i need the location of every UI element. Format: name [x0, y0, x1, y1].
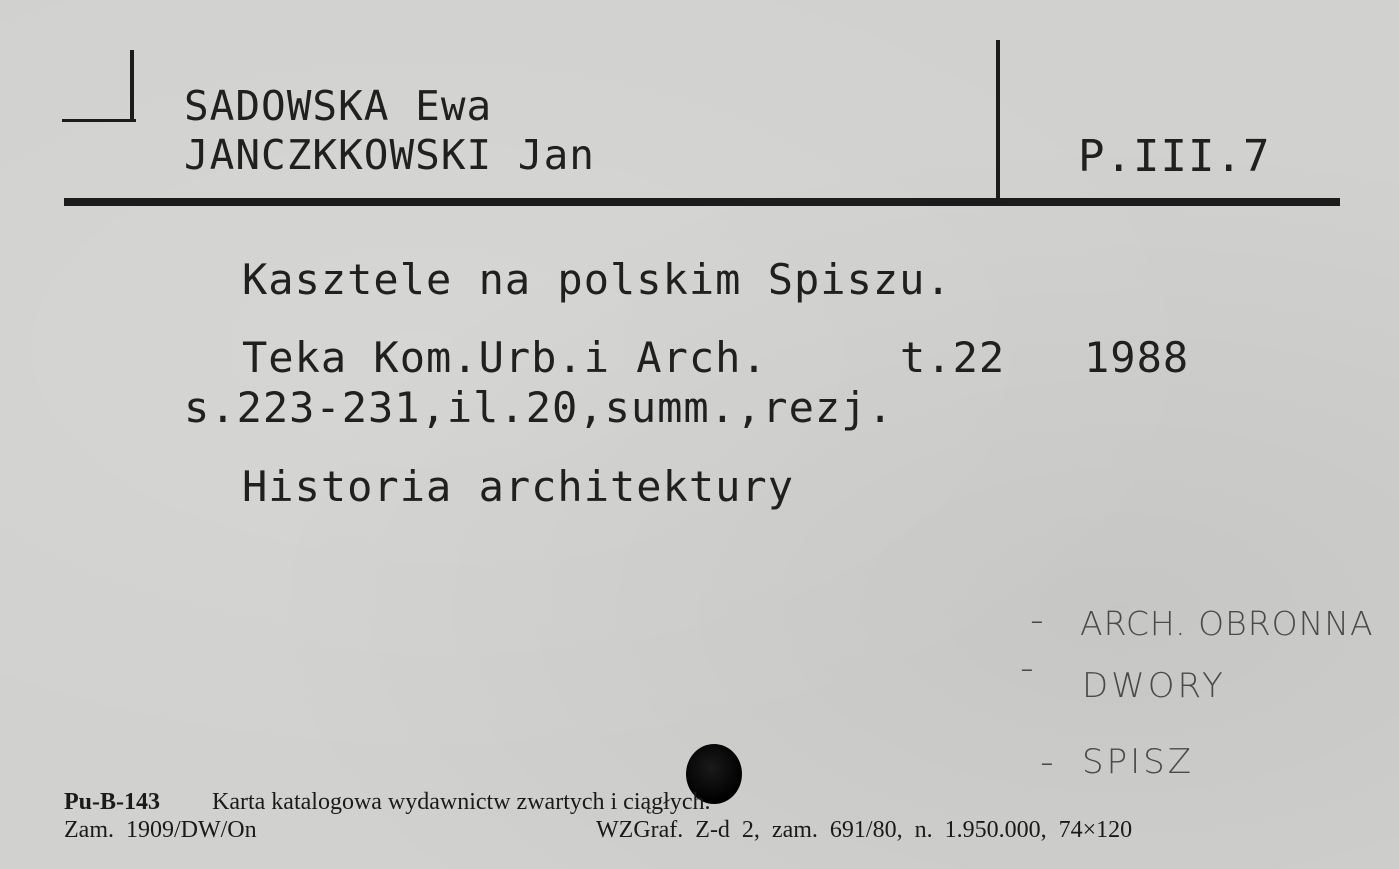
call-number: P.III.7 — [1078, 131, 1271, 182]
author-1: SADOWSKA Ewa — [184, 82, 493, 130]
entry-title: Kasztele na polskim Spiszu. — [242, 255, 952, 304]
corner-mark-vertical — [130, 50, 134, 120]
footer-form-title: Karta katalogowa wydawnictw zwartych i ciągłych. — [212, 789, 711, 815]
entry-year: 1988 — [1084, 333, 1190, 382]
note-text-3: SPISZ — [1082, 742, 1194, 782]
author-2: JANCZKKOWSKI Jan — [184, 131, 595, 179]
entry-volume: t.22 — [900, 333, 1006, 382]
corner-mark-horizontal — [62, 119, 136, 122]
header-rule — [64, 198, 1340, 206]
note-dash-2: - — [1020, 646, 1037, 690]
footer-printer: WZGraf. Z-d 2, zam. 691/80, n. 1.950.000, 74×120 — [596, 817, 1133, 843]
header-vertical-divider — [996, 40, 1000, 200]
note-text-1: ARCH. OBRONNA — [1080, 604, 1374, 643]
entry-source: Teka Kom.Urb.i Arch. — [242, 333, 768, 382]
entry-pages: s.223-231,il.20,summ.,rezj. — [184, 383, 894, 432]
note-dash-3: - — [1040, 740, 1057, 784]
footer-order: Zam. 1909/DW/On — [64, 817, 257, 843]
entry-subject: Historia architektury — [242, 462, 795, 511]
footer-form-code: Pu-B-143 — [64, 789, 160, 815]
note-text-2: DWORY — [1082, 666, 1226, 706]
note-dash-1: - — [1030, 598, 1047, 642]
